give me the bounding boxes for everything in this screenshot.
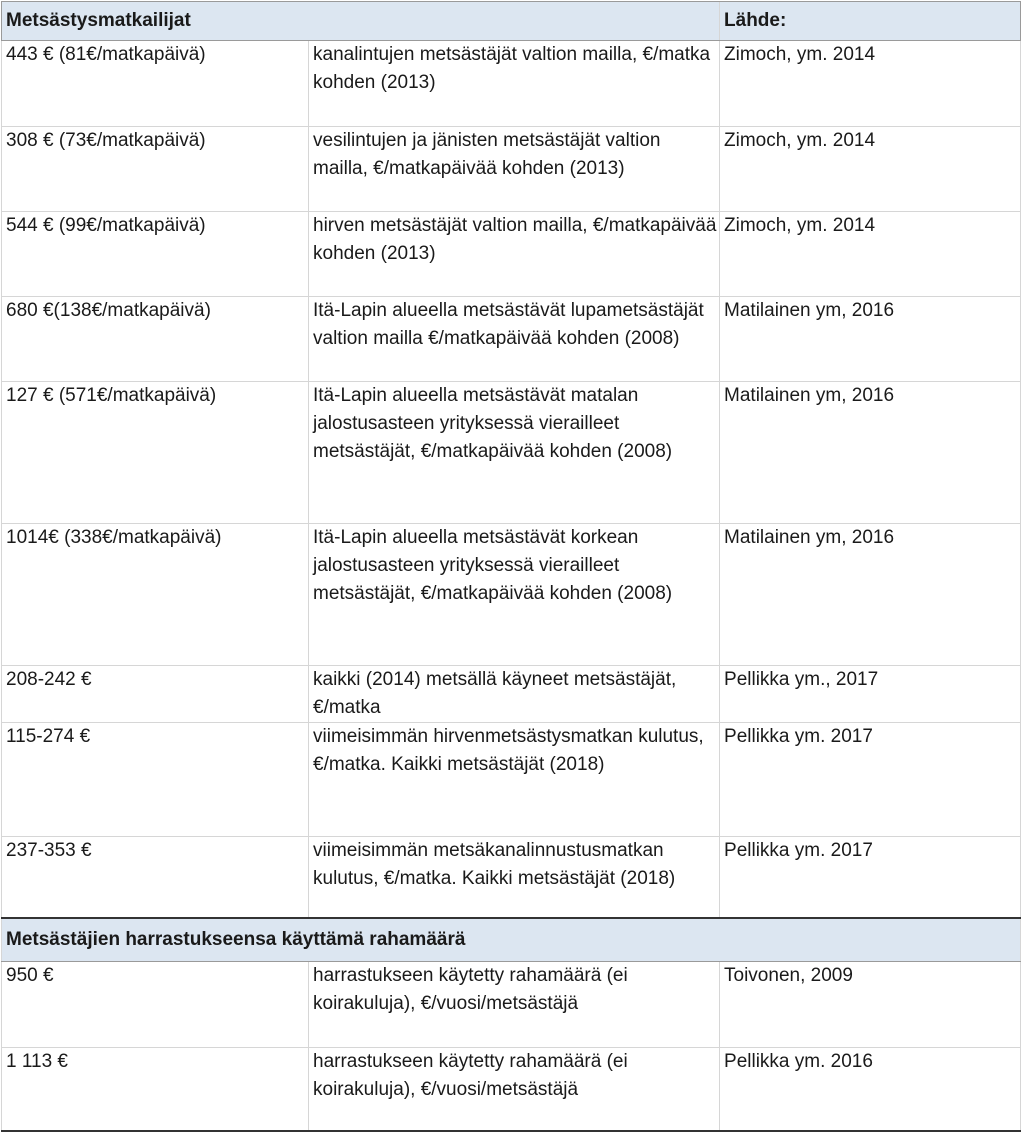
hunting-expenditure-table <box>1 1 1021 1132</box>
section-title: Metsästysmatkailijat <box>2 2 720 41</box>
source-cell: Zimoch, ym. 2014 <box>720 212 1021 297</box>
source-cell: Zimoch, ym. 2014 <box>720 41 1021 127</box>
table-row <box>2 524 1021 666</box>
source-column-header: Lähde: <box>720 2 1021 41</box>
value-cell: 308 € (73€/matkapäivä) <box>2 127 309 212</box>
table-row <box>2 1047 1021 1131</box>
description-cell: Itä-Lapin alueella metsästävät korkean jalostusasteen yrityksessä vierailleet metsästäjät, €/matkapäivää kohden (2008) <box>309 524 720 666</box>
source-cell: Matilainen ym, 2016 <box>720 524 1021 666</box>
description-cell: harrastukseen käytetty rahamäärä (ei koirakuluja), €/vuosi/metsästäjä <box>309 961 720 1047</box>
section-header-hunting-tourists <box>2 2 1021 41</box>
source-cell: Pellikka ym., 2017 <box>720 666 1021 723</box>
table-row <box>2 41 1021 127</box>
description-cell: harrastukseen käytetty rahamäärä (ei koirakuluja), €/vuosi/metsästäjä <box>309 1047 720 1131</box>
table-row <box>2 723 1021 837</box>
value-cell: 950 € <box>2 961 309 1047</box>
description-cell: viimeisimmän hirvenmetsästysmatkan kulutus, €/matka. Kaikki metsästäjät (2018) <box>309 723 720 837</box>
section-title: Metsästäjien harrastukseensa käyttämä rahamäärä <box>2 918 1021 962</box>
value-cell: 127 € (571€/matkapäivä) <box>2 382 309 524</box>
table-row <box>2 382 1021 524</box>
table-row <box>2 837 1021 918</box>
description-cell: hirven metsästäjät valtion mailla, €/matkapäivää kohden (2013) <box>309 212 720 297</box>
value-cell: 115-274 € <box>2 723 309 837</box>
description-cell: Itä-Lapin alueella metsästävät matalan jalostusasteen yrityksessä vierailleet metsästäjät, €/matkapäivää kohden (2008) <box>309 382 720 524</box>
value-cell: 237-353 € <box>2 837 309 918</box>
table-row <box>2 666 1021 723</box>
source-cell: Pellikka ym. 2017 <box>720 837 1021 918</box>
value-cell: 443 € (81€/matkapäivä) <box>2 41 309 127</box>
value-cell: 208-242 € <box>2 666 309 723</box>
value-cell: 1 113 € <box>2 1047 309 1131</box>
source-cell: Toivonen, 2009 <box>720 961 1021 1047</box>
source-cell: Matilainen ym, 2016 <box>720 297 1021 382</box>
description-cell: vesilintujen ja jänisten metsästäjät valtion mailla, €/matkapäivää kohden (2013) <box>309 127 720 212</box>
source-cell: Pellikka ym. 2016 <box>720 1047 1021 1131</box>
value-cell: 1014€ (338€/matkapäivä) <box>2 524 309 666</box>
value-cell: 544 € (99€/matkapäivä) <box>2 212 309 297</box>
table-row <box>2 127 1021 212</box>
section-header-hobby-spending <box>2 918 1021 962</box>
description-cell: Itä-Lapin alueella metsästävät lupametsästäjät valtion mailla €/matkapäivää kohden (2008) <box>309 297 720 382</box>
description-cell: kaikki (2014) metsällä käyneet metsästäjät, €/matka <box>309 666 720 723</box>
table-row <box>2 961 1021 1047</box>
table-row <box>2 297 1021 382</box>
description-cell: viimeisimmän metsäkanalinnustusmatkan kulutus, €/matka. Kaikki metsästäjät (2018) <box>309 837 720 918</box>
source-cell: Matilainen ym, 2016 <box>720 382 1021 524</box>
source-cell: Pellikka ym. 2017 <box>720 723 1021 837</box>
source-cell: Zimoch, ym. 2014 <box>720 127 1021 212</box>
table-row <box>2 212 1021 297</box>
description-cell: kanalintujen metsästäjät valtion mailla, €/matka kohden (2013) <box>309 41 720 127</box>
value-cell: 680 €(138€/matkapäivä) <box>2 297 309 382</box>
